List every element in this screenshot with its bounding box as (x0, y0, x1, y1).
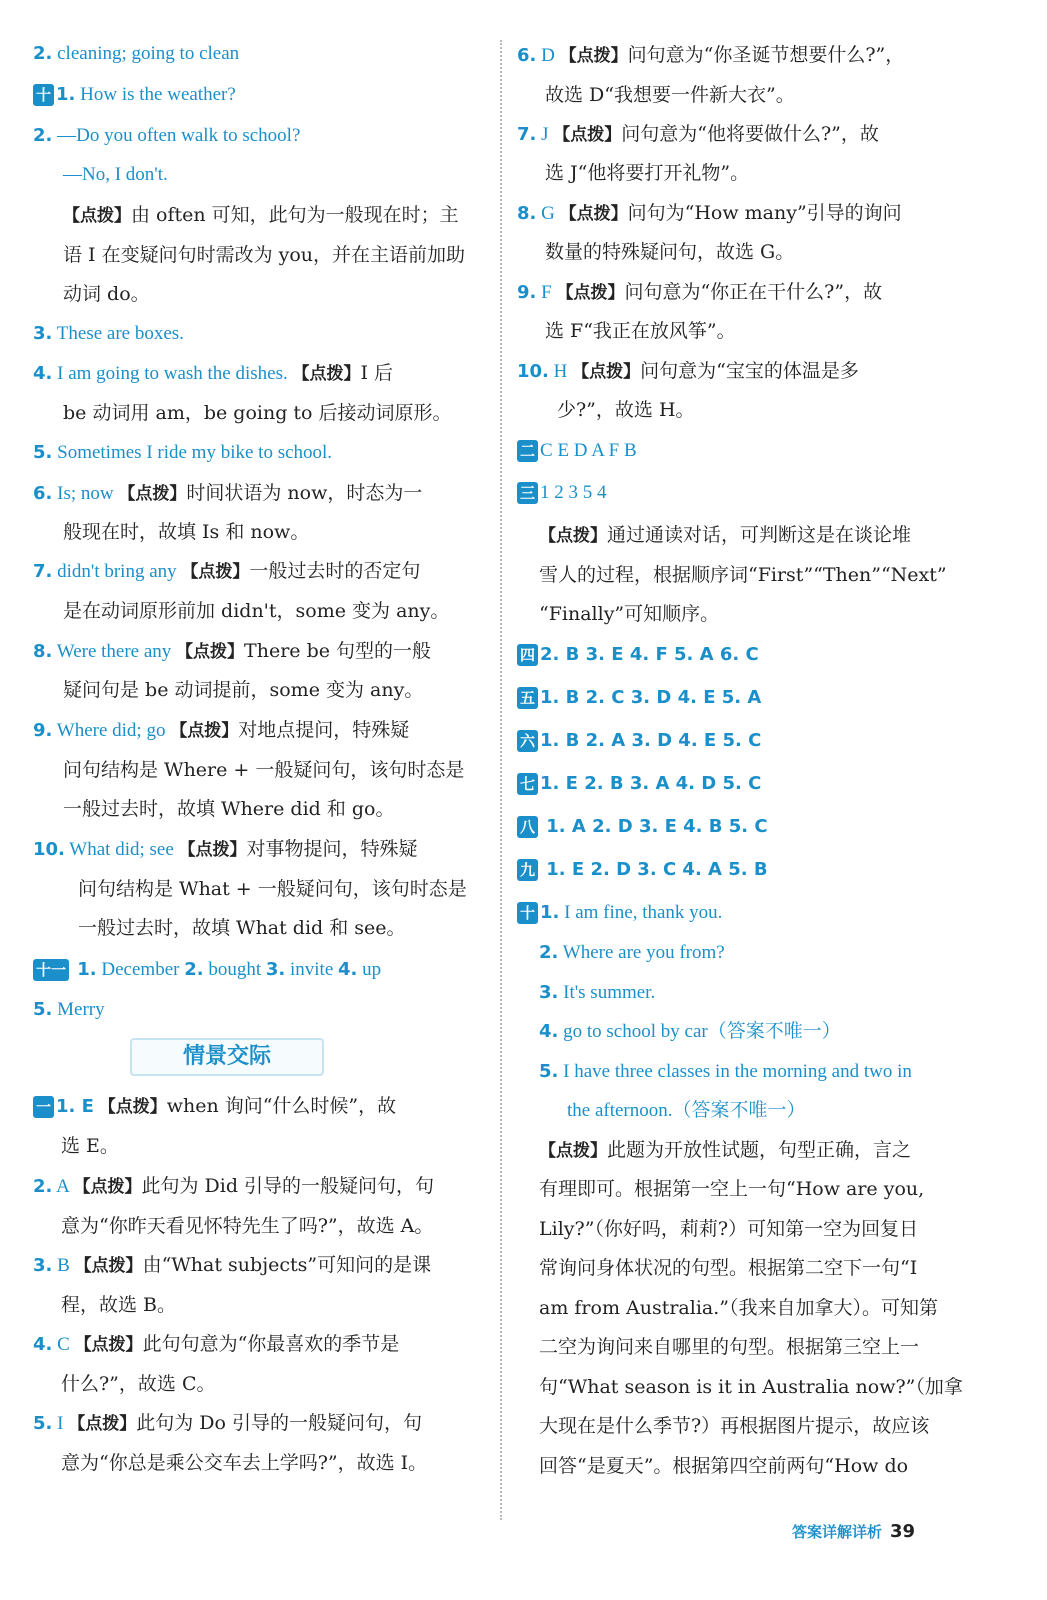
item-number: 5. (33, 1413, 53, 1434)
answer-line (33, 480, 422, 507)
hint-tag: 【点拨】 (178, 840, 247, 860)
answer-text: didn't bring any (52, 561, 182, 582)
answer-text: D (536, 45, 560, 66)
answer-text: 时间状语为 now，时态为一 (186, 482, 423, 504)
answer-line (539, 1374, 963, 1400)
section-badge: 四 (517, 644, 538, 666)
item-number: 1. (540, 902, 560, 923)
hint-tag: 【点拨】 (559, 46, 628, 66)
answer-text: 一般过去时，故填 What did 和 see。 (78, 917, 406, 939)
answer-text: 问句意为“他将要做什么?”，故 (621, 123, 879, 145)
item-number: 4. (33, 1334, 53, 1355)
answer-line (78, 876, 467, 902)
item-number: 1. B 2. A 3. D 4. E 5. C (540, 730, 762, 751)
answer-line (517, 684, 761, 711)
answer-text: 此句句意为“你最喜欢的季节是 (142, 1333, 400, 1355)
answer-line (33, 1331, 399, 1358)
answer-line (539, 979, 655, 1006)
section-badge: 十一 (33, 959, 69, 981)
answer-text: 一般过去时，故填 Where did 和 go。 (63, 798, 395, 820)
answer-text: I have three classes in the morning and two in (558, 1061, 912, 1082)
section-badge: 九 (517, 859, 538, 881)
answer-text: 般现在时，故填 Is 和 now。 (63, 521, 310, 543)
hint-tag: 【点拨】 (559, 204, 628, 224)
answer-text: What did; see (64, 839, 179, 860)
answer-line (539, 939, 725, 966)
item-number: 1. (56, 84, 76, 105)
answer-line (517, 641, 759, 668)
answer-line (517, 479, 607, 506)
answer-text: These are boxes. (52, 323, 184, 344)
answer-text: H (548, 361, 573, 382)
answer-text: when 询问“什么时候”，故 (166, 1095, 397, 1117)
answer-text: 有理即可。根据第一空上一句“How are you, (539, 1178, 925, 1200)
answer-line (61, 1213, 433, 1239)
page-number: 39 (890, 1521, 916, 1542)
item-number: 4. (33, 363, 53, 384)
answer-line (567, 1097, 806, 1124)
item-number: 8. (517, 203, 537, 224)
hint-tag: 【点拨】 (553, 125, 622, 145)
answer-line (517, 200, 902, 227)
answer-text: 回答“是夏天”。根据第四空前两句“How do (539, 1455, 909, 1477)
answer-text: be 动词用 am，be going to 后接动词原形。 (63, 402, 452, 424)
page-footer (792, 1518, 915, 1546)
answer-text: 对事物提问，特殊疑 (246, 838, 418, 860)
answer-text: —No, I don't. (63, 164, 168, 185)
item-number: 4. (539, 1021, 559, 1042)
answer-line (539, 1216, 918, 1242)
answer-text: 此题为开放性试题，句型正确，言之 (607, 1139, 912, 1161)
answer-line (63, 161, 168, 188)
answer-text: Where are you from? (558, 942, 725, 963)
section-badge: 一 (33, 1096, 54, 1118)
answer-line (63, 400, 452, 426)
item-number: 1. (71, 959, 97, 980)
answer-text: am from Australia.”（我来自加拿大）。可知第 (539, 1297, 938, 1319)
answer-text: go to school by car（答案不唯一） (558, 1021, 841, 1042)
answer-text: 一般过去时的否定句 (249, 560, 421, 582)
answer-line (61, 1133, 119, 1159)
answer-line (63, 242, 465, 268)
answer-line (63, 519, 309, 545)
answer-text: 由“What subjects”可知问的是课 (142, 1254, 432, 1276)
item-number: 6. (33, 483, 53, 504)
answer-text: 问句意为“你圣诞节想要什么?”， (627, 44, 905, 66)
answer-text: Lily?”（你好吗，莉莉?）可知第一空为回复日 (539, 1218, 919, 1240)
item-number: 8. (33, 641, 53, 662)
answer-line (539, 1255, 917, 1281)
answer-text: A (52, 1176, 74, 1197)
item-number: 2. (33, 125, 53, 146)
answer-text: 是在动词原形前加 didn't，some 变为 any。 (63, 600, 450, 622)
item-number: 2. (33, 43, 53, 64)
answer-text: Where did; go (52, 720, 171, 741)
answer-text: Sometimes I ride my bike to school. (52, 442, 333, 463)
item-number: 3. (33, 1255, 53, 1276)
answer-line (539, 1453, 908, 1479)
hint-tag: 【点拨】 (68, 1414, 137, 1434)
answer-line (63, 281, 150, 307)
item-number: 2. (33, 1176, 53, 1197)
hint-tag: 【点拨】 (170, 721, 239, 741)
answer-text: B (52, 1255, 75, 1276)
item-number: 1. A 2. D 3. E 4. B 5. C (540, 816, 768, 837)
answer-line (539, 522, 911, 549)
answer-text: 语 I 在变疑问句时需改为 you，并在主语前加助 (63, 244, 466, 266)
hint-tag: 【点拨】 (181, 562, 250, 582)
column-divider (500, 40, 502, 1520)
answer-line (539, 1295, 938, 1321)
item-number: 10. (517, 361, 549, 382)
answer-text: 什么?”，故选 C。 (61, 1373, 216, 1395)
answer-line (33, 558, 420, 585)
hint-tag: 【点拨】 (539, 526, 607, 546)
hint-tag: 【点拨】 (74, 1256, 143, 1276)
item-number: 1. B 2. C 3. D 4. E 5. A (540, 687, 762, 708)
answer-line (517, 437, 637, 464)
answer-text: I am fine, thank you. (559, 902, 723, 923)
answer-text: 此句为 Did 引导的一般疑问句，句 (141, 1175, 435, 1197)
item-number: 3. (539, 982, 559, 1003)
hint-tag: 【点拨】 (176, 642, 245, 662)
answer-text: 意为“你总是乘公交车去上学吗?”，故选 I。 (61, 1452, 428, 1474)
answer-text: 程，故选 B。 (61, 1294, 177, 1316)
answer-text: 常询问身体状况的句型。根据第二空下一句“I (539, 1257, 918, 1279)
answer-line (33, 717, 409, 744)
answer-text: invite (285, 959, 339, 980)
item-number: 9. (33, 720, 53, 741)
answer-text: 意为“你昨天看见怀特先生了吗?”，故选 A。 (61, 1215, 434, 1237)
answer-text: Is; now (52, 483, 119, 504)
answer-text: I (52, 1413, 69, 1434)
section-badge: 六 (517, 730, 538, 752)
answer-line (63, 757, 464, 783)
section-badge: 七 (517, 773, 538, 795)
answer-line (517, 42, 904, 69)
answer-text: Merry (52, 999, 105, 1020)
answer-line (545, 318, 736, 344)
answer-line (539, 1176, 924, 1202)
answer-text: 对地点提问，特殊疑 (238, 719, 410, 741)
answer-text: 选 J“他将要打开礼物”。 (545, 162, 750, 184)
answer-line (539, 601, 719, 627)
answer-line (517, 899, 722, 926)
hint-tag: 【点拨】 (63, 206, 131, 226)
answer-line (33, 439, 332, 466)
answer-text: 选 F“我正在放风筝”。 (545, 320, 736, 342)
item-number: 1. E (56, 1096, 94, 1117)
hint-tag: 【点拨】 (74, 1335, 143, 1355)
answer-text: 问句意为“你正在干什么?”，故 (624, 281, 883, 303)
answer-line (61, 1450, 427, 1476)
section-badge: 二 (517, 440, 538, 462)
answer-text: 选 E。 (61, 1135, 119, 1157)
hint-tag: 【点拨】 (118, 484, 187, 504)
hint-tag: 【点拨】 (572, 362, 641, 382)
answer-line (63, 202, 459, 229)
hint-tag: 【点拨】 (73, 1177, 142, 1197)
answer-text: 二空为询问来自哪里的句型。根据第三空上一 (539, 1336, 920, 1358)
answer-text: —Do you often walk to school? (52, 125, 301, 146)
answer-text: up (357, 959, 382, 980)
answer-line (517, 856, 768, 883)
item-number: 5. (33, 999, 53, 1020)
hint-tag: 【点拨】 (292, 364, 361, 384)
answer-text: 问句为“How many”引导的询问 (627, 202, 902, 224)
answer-line (539, 562, 947, 588)
answer-text: 故选 D“我想要一件新大衣”。 (545, 84, 795, 106)
answer-line (557, 397, 695, 423)
answer-text: There be 句型的一般 (244, 640, 432, 662)
answer-text: December (96, 959, 185, 980)
answer-text: F (536, 282, 557, 303)
answer-line (539, 1413, 929, 1439)
item-number: 7. (517, 124, 537, 145)
answer-text: 少?”，故选 H。 (557, 399, 695, 421)
answer-line (63, 677, 423, 703)
answer-line (33, 1410, 422, 1437)
item-number: 6. (517, 45, 537, 66)
answer-text: 数量的特殊疑问句，故选 G。 (545, 241, 795, 263)
answer-line (33, 996, 105, 1023)
answer-line (33, 360, 393, 387)
answer-text: 疑问句是 be 动词提前，some 变为 any。 (63, 679, 424, 701)
answer-line (33, 40, 239, 67)
item-number: 5. (33, 442, 53, 463)
item-number: 2. B 3. E 4. F 5. A 6. C (540, 644, 759, 665)
answer-line (517, 358, 859, 385)
answer-line (63, 598, 449, 624)
answer-line (33, 81, 236, 108)
hint-tag: 【点拨】 (539, 1141, 607, 1161)
answer-text: cleaning; going to clean (52, 43, 240, 64)
item-number: 3. (265, 959, 286, 980)
answer-text: 大现在是什么季节?）再根据图片提示，故应该 (539, 1415, 930, 1437)
answer-text: 句“What season is it in Australia now?”（加拿 (539, 1376, 963, 1398)
answer-text: It's summer. (558, 982, 656, 1003)
answer-line (545, 82, 795, 108)
section-badge: 八 (517, 816, 538, 838)
answer-line (33, 1093, 396, 1120)
section-title: 情景交际 (130, 1038, 324, 1076)
answer-line (517, 813, 768, 840)
answer-line (517, 770, 761, 797)
answer-text: bought (203, 959, 266, 980)
item-number: 2. (539, 942, 559, 963)
answer-text: G (536, 203, 560, 224)
answer-text: C (52, 1334, 75, 1355)
answer-line (78, 915, 406, 941)
answer-text: I 后 (360, 362, 394, 384)
answer-text: 雪人的过程，根据顺序词“First”“Then”“Next” (539, 564, 947, 586)
section-badge: 十 (33, 84, 54, 106)
answer-text: I am going to wash the dishes. (52, 363, 293, 384)
answer-line (517, 121, 879, 148)
hint-tag: 【点拨】 (98, 1097, 167, 1117)
item-number: 1. E 2. D 3. C 4. A 5. B (540, 859, 768, 880)
answer-text: How is the weather? (75, 84, 236, 105)
answer-line (539, 1137, 911, 1164)
section-badge: 十 (517, 902, 538, 924)
answer-text: C E D A F B (540, 440, 637, 461)
section-badge: 五 (517, 687, 538, 709)
section-badge: 三 (517, 482, 538, 504)
item-number: 1. E 2. B 3. A 4. D 5. C (540, 773, 762, 794)
answer-text: J (536, 124, 554, 145)
answer-text: “Finally”可知顺序。 (539, 603, 720, 625)
answer-line (33, 638, 431, 665)
answer-line (545, 239, 794, 265)
answer-line (33, 1173, 434, 1200)
item-number: 9. (517, 282, 537, 303)
answer-line (539, 1018, 841, 1045)
item-number: 2. (184, 959, 204, 980)
answer-text: Were there any (52, 641, 177, 662)
item-number: 10. (33, 839, 65, 860)
answer-line (33, 956, 381, 983)
answer-text: 动词 do。 (63, 283, 150, 305)
answer-text: 由 often 可知，此句为一般现在时；主 (131, 204, 459, 226)
answer-line (517, 727, 761, 754)
answer-line (63, 796, 395, 822)
item-number: 3. (33, 323, 53, 344)
answer-text: 问句结构是 Where + 一般疑问句，该句时态是 (63, 759, 465, 781)
answer-text: 通过通读对话，可判断这是在谈论堆 (607, 524, 912, 546)
footer-label: 答案详解详析 (792, 1523, 883, 1541)
answer-text: 1 2 3 5 4 (540, 482, 607, 503)
answer-text: 问句结构是 What + 一般疑问句，该句时态是 (78, 878, 467, 900)
item-number: 4. (338, 959, 358, 980)
answer-line (61, 1371, 215, 1397)
item-number: 7. (33, 561, 53, 582)
answer-line (539, 1334, 919, 1360)
answer-line (33, 320, 184, 347)
answer-line (33, 836, 418, 863)
answer-text: 问句意为“宝宝的体温是多 (640, 360, 859, 382)
answer-line (33, 122, 300, 149)
answer-text: the afternoon.（答案不唯一） (567, 1100, 806, 1121)
answer-line (33, 1252, 431, 1279)
answer-line (61, 1292, 176, 1318)
item-number: 5. (539, 1061, 559, 1082)
answer-line (517, 279, 882, 306)
hint-tag: 【点拨】 (556, 283, 625, 303)
answer-line (539, 1058, 912, 1085)
answer-text: 此句为 Do 引导的一般疑问句，句 (136, 1412, 422, 1434)
answer-line (545, 160, 749, 186)
